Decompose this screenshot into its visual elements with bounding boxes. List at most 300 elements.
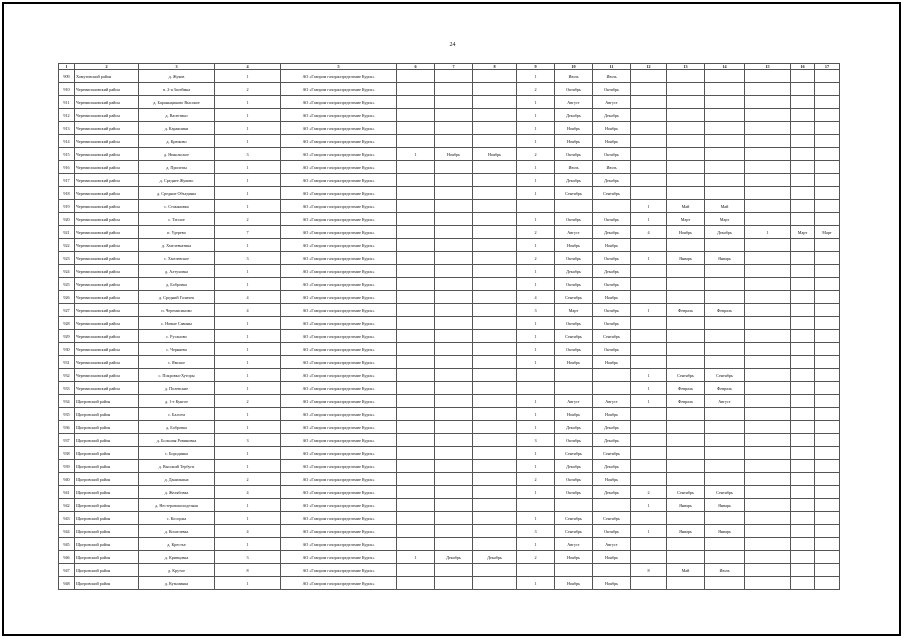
table-cell [791, 447, 815, 460]
table-cell: д. Васютино [139, 109, 215, 122]
table-cell [745, 460, 791, 473]
table-cell [473, 213, 517, 226]
table-cell [667, 421, 705, 434]
table-cell [555, 382, 593, 395]
table-cell: Черемисиновский район [75, 122, 139, 135]
table-cell [667, 551, 705, 564]
table-cell [473, 512, 517, 525]
table-cell [791, 239, 815, 252]
table-cell: Ноябрь [593, 551, 631, 564]
table-cell: АО «Газпром газораспределение Курск» [281, 265, 397, 278]
table-cell [745, 304, 791, 317]
table-cell: Сентябрь [555, 187, 593, 200]
table-cell: Декабрь [705, 226, 745, 239]
table-cell: 925 [59, 278, 75, 291]
table-cell: 1 [215, 577, 281, 590]
table-cell [631, 434, 667, 447]
table-cell [815, 408, 840, 421]
table-cell: Декабрь [555, 460, 593, 473]
table-cell: 944 [59, 525, 75, 538]
table-cell: Декабрь [593, 109, 631, 122]
table-cell [745, 135, 791, 148]
table-cell [815, 213, 840, 226]
table-row [59, 200, 840, 213]
table-cell [473, 187, 517, 200]
table-cell [815, 174, 840, 187]
table-cell: АО «Газпром газораспределение Курск» [281, 304, 397, 317]
table-cell: 1 [631, 304, 667, 317]
table-cell: д. Большая Ровиновка [139, 434, 215, 447]
table-cell [705, 317, 745, 330]
table-cell [791, 135, 815, 148]
table-cell [435, 96, 473, 109]
table-cell: Июль [555, 70, 593, 83]
table-cell [667, 408, 705, 421]
table-cell [815, 135, 840, 148]
table-cell: с. Стакановка [139, 200, 215, 213]
table-cell: Черемисиновский район [75, 265, 139, 278]
table-row [59, 317, 840, 330]
table-cell [705, 239, 745, 252]
table-cell [435, 447, 473, 460]
table-cell: Ноябрь [555, 356, 593, 369]
table-cell: Октябрь [593, 525, 631, 538]
table-cell: д. Бараньщиково Высокое [139, 96, 215, 109]
table-cell: Октябрь [593, 304, 631, 317]
table-cell: д. Прилепы [139, 161, 215, 174]
table-cell: Сентябрь [667, 369, 705, 382]
table-cell: д. 1-е Кунгое [139, 395, 215, 408]
table-cell [667, 148, 705, 161]
table-cell: 923 [59, 252, 75, 265]
table-cell: АО «Газпром газораспределение Курск» [281, 473, 397, 486]
table-cell: 2 [215, 395, 281, 408]
table-row [59, 187, 840, 200]
table-cell [815, 70, 840, 83]
table-cell: 1 [517, 187, 555, 200]
table-cell: с. Косоржа [139, 512, 215, 525]
table-cell: с. Балсем [139, 408, 215, 421]
table-cell: Черемисиновский район [75, 83, 139, 96]
table-cell: 1 [631, 499, 667, 512]
table-cell: 943 [59, 512, 75, 525]
table-cell: д. Крестье [139, 538, 215, 551]
table-cell [631, 278, 667, 291]
table-cell [667, 174, 705, 187]
table-cell: Черемисиновский район [75, 278, 139, 291]
table-cell [473, 486, 517, 499]
table-cell: с. Русаново [139, 330, 215, 343]
table-cell: 930 [59, 343, 75, 356]
table-cell: 4 [215, 304, 281, 317]
table-cell: д. Средние Объедины [139, 187, 215, 200]
table-cell [791, 70, 815, 83]
table-cell: Черемисиновский район [75, 382, 139, 395]
table-cell: 1 [517, 213, 555, 226]
table-cell: д. Бобровка [139, 421, 215, 434]
table-cell: АО «Газпром газораспределение Курск» [281, 161, 397, 174]
table-cell: Август [555, 538, 593, 551]
table-cell: Май [667, 200, 705, 213]
table-cell: Черемисиновский район [75, 356, 139, 369]
table-cell: 1 [631, 213, 667, 226]
table-cell [791, 304, 815, 317]
table-cell [745, 499, 791, 512]
table-cell: Декабрь [593, 226, 631, 239]
table-cell: 915 [59, 148, 75, 161]
table-cell [631, 408, 667, 421]
table-cell [397, 538, 435, 551]
table-cell: 1 [215, 70, 281, 83]
table-cell: Январь [667, 499, 705, 512]
table-row [59, 291, 840, 304]
table-cell: 1 [517, 135, 555, 148]
table-cell: Сентябрь [705, 369, 745, 382]
table-cell: Черемисиновский район [75, 317, 139, 330]
table-cell [473, 460, 517, 473]
table-cell: 941 [59, 486, 75, 499]
table-row [59, 408, 840, 421]
table-cell: АО «Газпром газораспределение Курск» [281, 447, 397, 460]
table-cell [667, 317, 705, 330]
table-cell [705, 70, 745, 83]
table-cell [397, 525, 435, 538]
table-cell: Октябрь [593, 343, 631, 356]
table-cell: д. Кривцовка [139, 551, 215, 564]
table-cell: Щигровский район [75, 395, 139, 408]
table-cell [593, 564, 631, 577]
table-cell: 1 [631, 252, 667, 265]
table-cell [705, 343, 745, 356]
column-header: 15 [745, 64, 791, 70]
page-number: 24 [449, 42, 456, 48]
table-cell [473, 135, 517, 148]
table-row [59, 109, 840, 122]
table-cell [397, 174, 435, 187]
table-cell: Черемисиновский район [75, 252, 139, 265]
table-cell: Январь [705, 252, 745, 265]
table-cell [435, 278, 473, 291]
table-cell: АО «Газпром газораспределение Курск» [281, 83, 397, 96]
table-cell [705, 434, 745, 447]
table-cell [517, 499, 555, 512]
table-cell [745, 421, 791, 434]
table-cell: 917 [59, 174, 75, 187]
table-cell: Октябрь [593, 213, 631, 226]
table-cell: 1 [517, 538, 555, 551]
table-cell: 920 [59, 213, 75, 226]
table-row [59, 434, 840, 447]
table-cell: д. Никольское [139, 148, 215, 161]
table-cell [791, 473, 815, 486]
table-cell [745, 265, 791, 278]
table-cell: 909 [59, 70, 75, 83]
table-cell: АО «Газпром газораспределение Курск» [281, 551, 397, 564]
table-cell: АО «Газпром газораспределение Курск» [281, 577, 397, 590]
table-cell: Черемисиновский район [75, 239, 139, 252]
column-header: 16 [791, 64, 815, 70]
column-header: 4 [215, 64, 281, 70]
table-cell: 8 [215, 564, 281, 577]
table-cell: 912 [59, 109, 75, 122]
table-cell [705, 421, 745, 434]
table-cell: Щигровский район [75, 525, 139, 538]
table-cell: д. Бобровка [139, 278, 215, 291]
table-row [59, 525, 840, 538]
table-cell [555, 200, 593, 213]
table-cell [667, 512, 705, 525]
column-header: 1 [59, 64, 75, 70]
table-cell: п. Черемисиново [139, 304, 215, 317]
table-cell [745, 122, 791, 135]
table-cell [397, 317, 435, 330]
table-cell: Ноябрь [555, 551, 593, 564]
table-cell: 940 [59, 473, 75, 486]
table-cell: Сентябрь [593, 512, 631, 525]
table-cell [435, 564, 473, 577]
table-cell [397, 512, 435, 525]
table-cell [815, 291, 840, 304]
table-cell [435, 135, 473, 148]
table-cell [791, 148, 815, 161]
table-cell: Черемисиновский район [75, 226, 139, 239]
table-cell: Август [555, 395, 593, 408]
table-cell [397, 265, 435, 278]
table-cell [745, 278, 791, 291]
table-cell: Ноябрь [593, 473, 631, 486]
table-cell [397, 239, 435, 252]
table-cell: 938 [59, 447, 75, 460]
table-cell [473, 291, 517, 304]
table-cell: Щигровский район [75, 577, 139, 590]
table-cell [631, 317, 667, 330]
table-cell [745, 577, 791, 590]
table-cell: АО «Газпром газораспределение Курск» [281, 96, 397, 109]
table-cell [815, 473, 840, 486]
table-row [59, 213, 840, 226]
table-cell [705, 330, 745, 343]
table-cell: Ноябрь [555, 408, 593, 421]
table-row [59, 512, 840, 525]
table-cell: 1 [215, 499, 281, 512]
table-cell [555, 564, 593, 577]
table-cell [791, 122, 815, 135]
table-cell: 3 [517, 304, 555, 317]
table-cell: Февраль [667, 382, 705, 395]
table-cell: 1 [631, 200, 667, 213]
table-cell [435, 356, 473, 369]
table-cell [815, 369, 840, 382]
table-row [59, 577, 840, 590]
table-cell: 1 [215, 460, 281, 473]
table-cell [631, 538, 667, 551]
table-cell [397, 135, 435, 148]
table-cell [791, 96, 815, 109]
table-cell [705, 577, 745, 590]
table-cell [791, 200, 815, 213]
table-cell [667, 161, 705, 174]
table-cell [397, 226, 435, 239]
table-cell [705, 122, 745, 135]
table-cell [815, 577, 840, 590]
table-cell: 1 [215, 330, 281, 343]
table-cell [593, 200, 631, 213]
table-cell: д. Крутое [139, 564, 215, 577]
table-cell [791, 369, 815, 382]
table-cell [791, 83, 815, 96]
table-cell [593, 382, 631, 395]
table-cell [435, 538, 473, 551]
table-cell [815, 382, 840, 395]
table-cell [631, 122, 667, 135]
table-cell [397, 408, 435, 421]
table-cell: Ноябрь [435, 148, 473, 161]
table-cell [815, 317, 840, 330]
table-cell [791, 265, 815, 278]
table-cell: 1 [517, 317, 555, 330]
table-cell: 926 [59, 291, 75, 304]
table-cell [815, 161, 840, 174]
table-cell: АО «Газпром газораспределение Курск» [281, 226, 397, 239]
table-cell: Ноябрь [593, 356, 631, 369]
table-cell: 1 [517, 460, 555, 473]
table-cell: АО «Газпром газораспределение Курск» [281, 330, 397, 343]
table-cell: 919 [59, 200, 75, 213]
table-cell: АО «Газпром газораспределение Курск» [281, 525, 397, 538]
table-cell: 3 [215, 551, 281, 564]
table-cell [667, 265, 705, 278]
table-cell [473, 421, 517, 434]
table-cell [397, 382, 435, 395]
table-row [59, 564, 840, 577]
table-cell [473, 564, 517, 577]
table-cell [667, 460, 705, 473]
column-header: 10 [555, 64, 593, 70]
table-cell: Март [555, 304, 593, 317]
table-row [59, 265, 840, 278]
table-cell [745, 70, 791, 83]
table-cell [667, 343, 705, 356]
table-cell: Сентябрь [555, 447, 593, 460]
table-cell [667, 83, 705, 96]
table-cell [815, 278, 840, 291]
table-cell [815, 265, 840, 278]
table-cell: Декабрь [593, 434, 631, 447]
table-cell: д. Желябовка [139, 486, 215, 499]
table-cell [667, 447, 705, 460]
table-cell: Щигровский район [75, 512, 139, 525]
table-cell: Сентябрь [555, 512, 593, 525]
table-cell [397, 577, 435, 590]
table-cell: 1 [215, 122, 281, 135]
table-cell: Черемисиновский район [75, 343, 139, 356]
column-header: 8 [473, 64, 517, 70]
column-header: 7 [435, 64, 473, 70]
table-cell: Август [593, 538, 631, 551]
table-cell [791, 525, 815, 538]
table-row [59, 70, 840, 83]
table-cell [435, 473, 473, 486]
table-cell [705, 135, 745, 148]
table-cell: 1 [631, 369, 667, 382]
table-cell: 913 [59, 122, 75, 135]
table-cell: Щигровский район [75, 473, 139, 486]
table-cell: Черемисиновский район [75, 187, 139, 200]
table-cell [705, 265, 745, 278]
table-cell [791, 577, 815, 590]
table-cell: 2 [517, 226, 555, 239]
table-cell: 924 [59, 265, 75, 278]
table-cell [435, 239, 473, 252]
table-cell: д. Кошелевка [139, 525, 215, 538]
table-cell [435, 512, 473, 525]
table-cell: 1 [517, 421, 555, 434]
table-cell: Октябрь [593, 278, 631, 291]
table-cell: 1 [215, 187, 281, 200]
table-cell: АО «Газпром газораспределение Курск» [281, 135, 397, 148]
table-cell [397, 213, 435, 226]
table-cell [473, 395, 517, 408]
table-cell: Октябрь [555, 148, 593, 161]
table-cell: 928 [59, 317, 75, 330]
table-cell: 1 [215, 382, 281, 395]
table-cell [473, 343, 517, 356]
table-cell: Черемисиновский район [75, 330, 139, 343]
table-cell [397, 486, 435, 499]
table-row [59, 538, 840, 551]
table-row [59, 226, 840, 239]
table-cell: Март [815, 226, 840, 239]
table-cell: 914 [59, 135, 75, 148]
table-cell [435, 486, 473, 499]
table-cell: Черемисиновский район [75, 161, 139, 174]
table-cell: 1 [517, 356, 555, 369]
table-cell: Декабрь [435, 551, 473, 564]
table-cell [631, 161, 667, 174]
column-header: 9 [517, 64, 555, 70]
table-cell [631, 70, 667, 83]
table-cell: 4 [517, 291, 555, 304]
table-cell [745, 252, 791, 265]
table-cell [631, 109, 667, 122]
table-cell: 1 [215, 135, 281, 148]
table-cell: Ноябрь [593, 408, 631, 421]
table-cell [397, 83, 435, 96]
table-row [59, 174, 840, 187]
table-cell: Черемисиновский район [75, 148, 139, 161]
table-cell: Щигровский район [75, 486, 139, 499]
table-cell [397, 343, 435, 356]
table-cell: д. Кузьминка [139, 577, 215, 590]
table-cell: Ноябрь [555, 239, 593, 252]
table-cell [435, 304, 473, 317]
table-cell [631, 174, 667, 187]
table-cell [745, 473, 791, 486]
table-cell: АО «Газпром газораспределение Курск» [281, 213, 397, 226]
table-cell [791, 317, 815, 330]
table-row [59, 369, 840, 382]
table-cell: 947 [59, 564, 75, 577]
table-cell: Ноябрь [555, 577, 593, 590]
table-cell: 1 [517, 512, 555, 525]
table-cell [435, 369, 473, 382]
table-cell [745, 434, 791, 447]
table-cell [745, 330, 791, 343]
table-cell: 1 [517, 239, 555, 252]
table-cell [397, 109, 435, 122]
table-cell [667, 122, 705, 135]
table-cell [745, 447, 791, 460]
